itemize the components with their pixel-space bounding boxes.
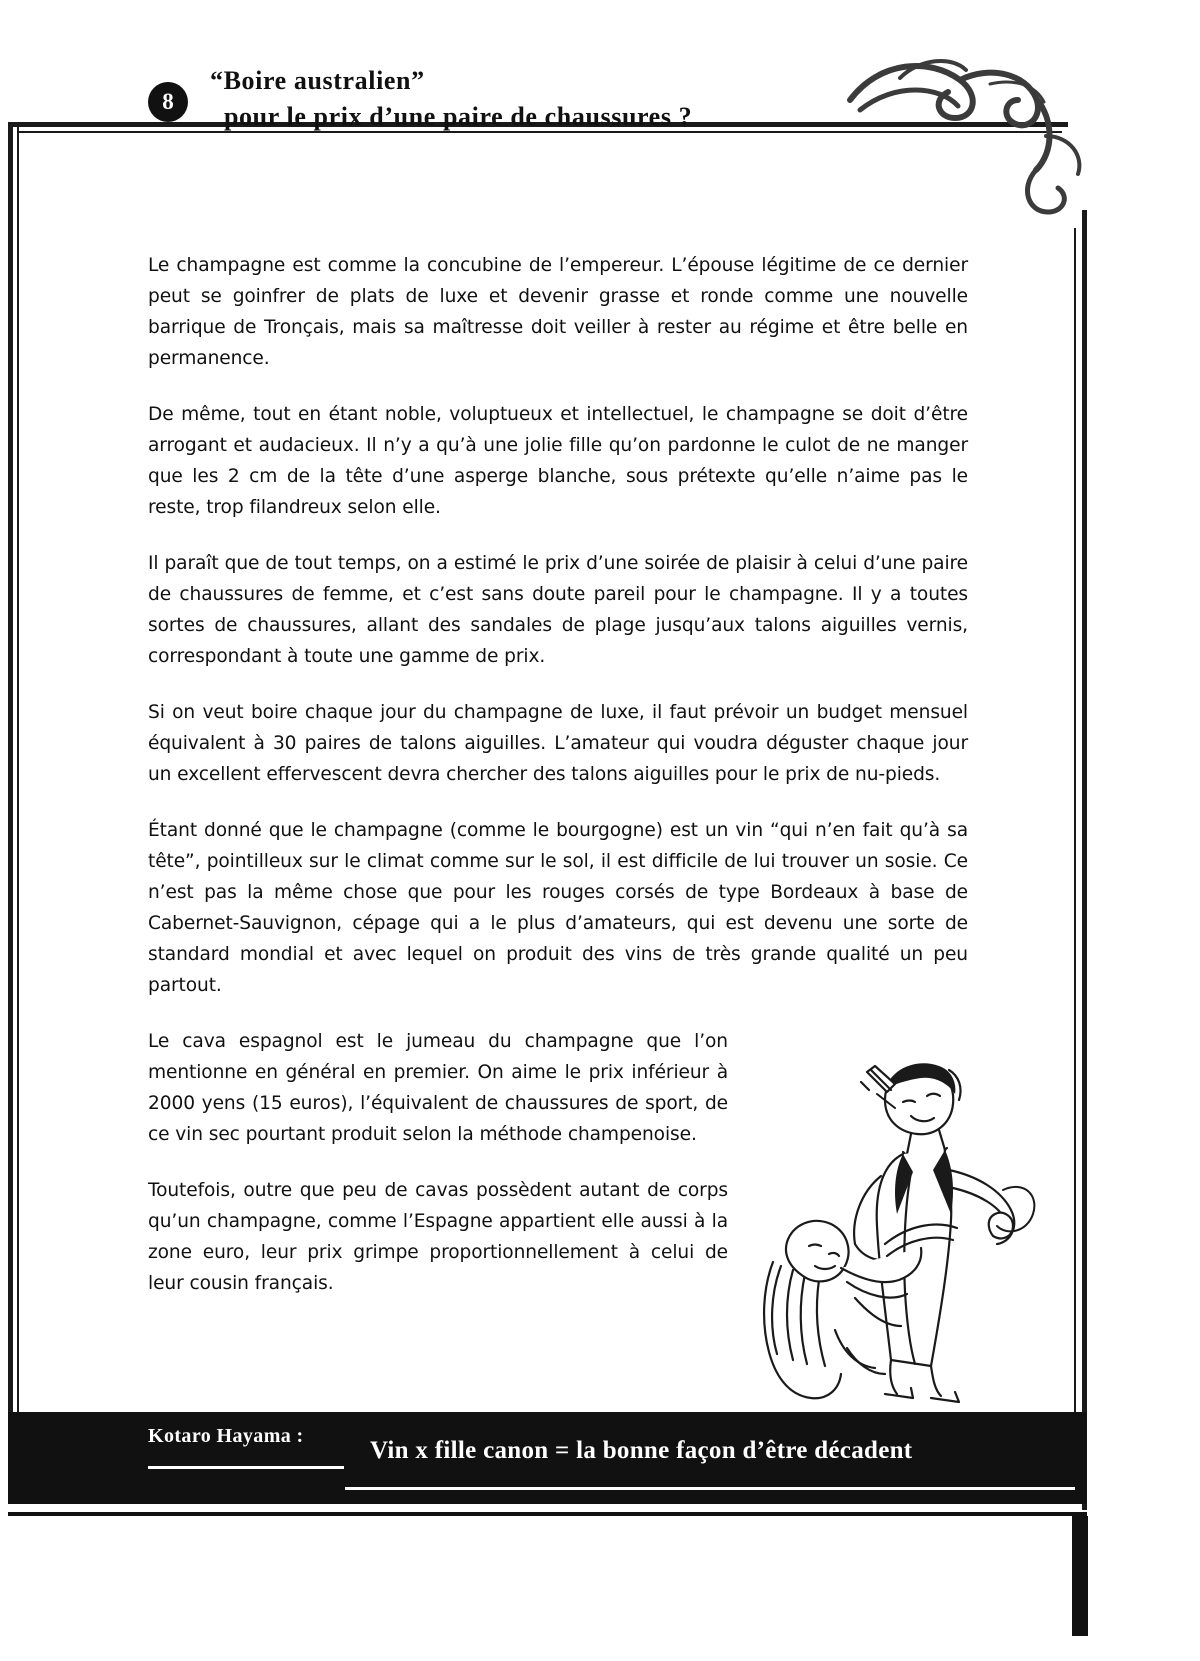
footer-author: Kotaro Hayama : <box>148 1425 304 1447</box>
frame-rule-left-thin <box>17 122 19 1412</box>
footer-author-rule <box>148 1466 344 1469</box>
page-title-line-2: pour le prix d’une paire de chaussures ? <box>224 102 693 131</box>
dancing-couple-illustration <box>735 1030 1065 1410</box>
paragraph: Si on veut boire chaque jour du champagne de luxe, il faut prévoir un budget mensuel équivalent à 30 paires de talons aiguilles. L’amateur qui voudra déguster chaque jour un excellent effervescent devra chercher des talons aiguilles pour le prix de nu-pieds. <box>148 702 968 785</box>
chapter-number-badge: 8 <box>148 82 188 122</box>
paragraph: Toutefois, outre que peu de cavas possèdent autant de corps qu’un champagne, comme l’Espagne appartient elle aussi à la zone euro, leur prix grimpe proportionnellement à celui de leur cousin français. <box>148 1180 728 1294</box>
page-edge-tab <box>1072 1516 1088 1636</box>
ornamental-flourish-icon <box>840 40 1090 240</box>
paragraph: Le cava espagnol est le jumeau du champagne que l’on mentionne en général en premier. On aime le prix inférieur à 2000 yens (15 euros), l’équivalent de chaussures de sport, de ce vin sec pourtant produit selon la méthode champenoise. <box>148 1031 728 1145</box>
frame-rule-left-thick <box>8 122 13 1412</box>
footer-tagline-rule <box>345 1487 1075 1490</box>
footer-bottom-rule <box>8 1512 1087 1516</box>
frame-rule-right-thin <box>1074 228 1076 1412</box>
paragraph: Étant donné que le champagne (comme le bourgogne) est un vin “qui n’en fait qu’à sa tête”, pointilleux sur le climat comme sur le sol, il est difficile de lui trouver un sosie. Ce n’est pas la même chose que pour les rouges corsés de type Bordeaux à base de Cabernet-Sauvignon, cépage qui a le plus d’amateurs, qui est devenu une sorte de standard mondial et avec lequel on produit des vins de très grande qualité un peu partout. <box>148 820 968 996</box>
frame-rule-right-thick <box>1082 210 1087 1510</box>
page-title <box>210 66 910 132</box>
footer-tagline: Vin x fille canon = la bonne façon d’être décadent <box>370 1437 913 1464</box>
page-title-line-1: “Boire australien” <box>210 66 425 95</box>
paragraph: Le champagne est comme la concubine de l’empereur. L’épouse légitime de ce dernier peut se goinfrer de plats de luxe et devenir grasse et ronde comme une nouvelle barrique de Tronçais, mais sa maîtresse doit veiller à rester au régime et être belle en permanence. <box>148 255 968 369</box>
paragraph: De même, tout en étant noble, voluptueux et intellectuel, le champagne se doit d’être arrogant et audacieux. Il n’y a qu’à une jolie fille qu’on pardonne le culot de ne manger que les 2 cm de la tête d’une asperge blanche, sous prétexte qu’elle n’aime pas le reste, trop filandreux selon elle. <box>148 404 968 518</box>
paragraph: Il paraît que de tout temps, on a estimé le prix d’une soirée de plaisir à celui d’une paire de chaussures de femme, et c’est sans doute pareil pour le champagne. Il y a toutes sortes de chaussures, allant des sandales de plage jusqu’aux talons aiguilles vernis, correspondant à toute une gamme de prix. <box>148 553 968 667</box>
